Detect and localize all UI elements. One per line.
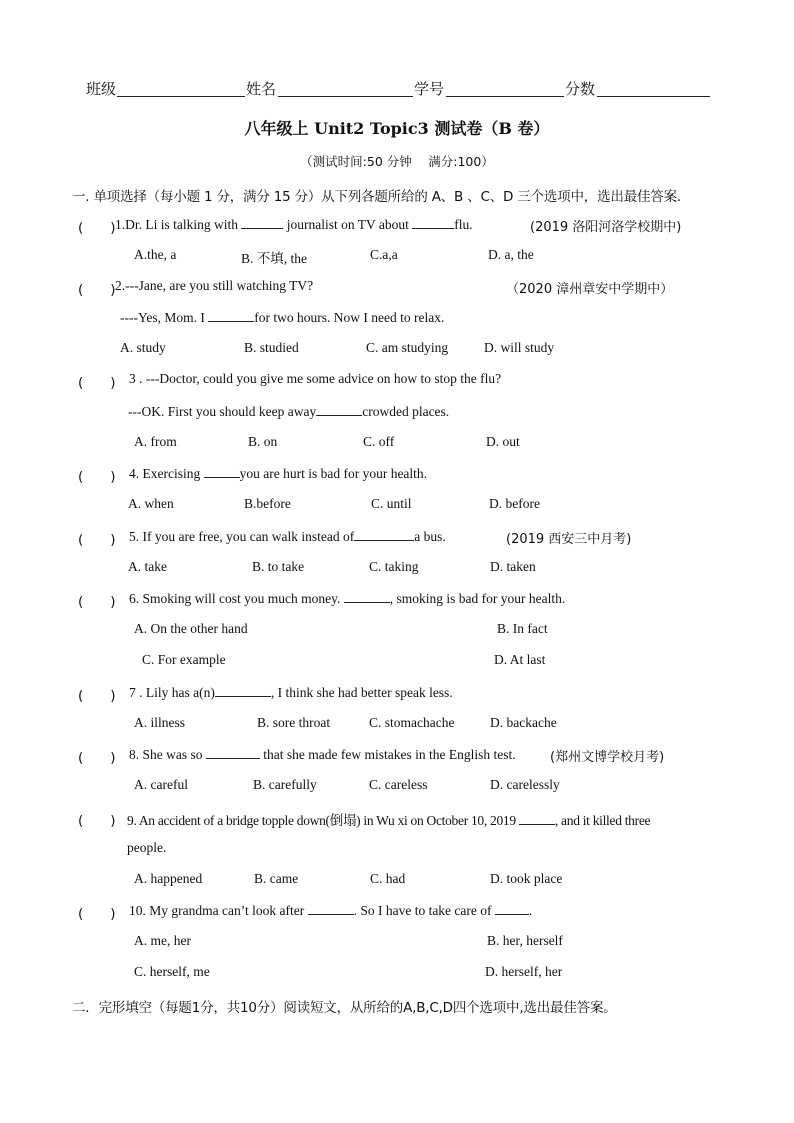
option-d[interactable]: D. will study bbox=[484, 340, 555, 355]
number-blank[interactable] bbox=[446, 96, 564, 97]
blank[interactable] bbox=[495, 902, 529, 915]
question-8-source: (郑州文博学校月考) bbox=[550, 750, 665, 765]
question-6: 6. Smoking will cost you much money. , smoking is bad for your health. bbox=[129, 591, 566, 606]
option-c[interactable]: C. herself, me bbox=[134, 964, 210, 979]
number-label: 学号 bbox=[414, 80, 445, 98]
answer-paren-3[interactable]: ( ) bbox=[78, 375, 116, 391]
blank[interactable] bbox=[206, 746, 260, 759]
option-b[interactable]: B. sore throat bbox=[257, 715, 331, 730]
page-title: 八年级上 Unit2 Topic3 测试卷（B 卷） bbox=[244, 119, 550, 138]
question-5: 5. If you are free, you can walk instead of a bus. bbox=[129, 529, 446, 544]
name-label: 姓名 bbox=[246, 80, 277, 98]
question-3: 3 . ---Doctor, could you give me some advice on how to stop the flu? bbox=[129, 371, 502, 386]
option-c[interactable]: C. until bbox=[371, 496, 412, 511]
exam-info: （测试时间:50 分钟 满分:100） bbox=[300, 154, 494, 169]
class-blank[interactable] bbox=[117, 96, 245, 97]
option-d[interactable]: D. backache bbox=[490, 715, 557, 730]
option-b[interactable]: B. on bbox=[248, 434, 278, 449]
name-blank[interactable] bbox=[278, 96, 413, 97]
question-4: 4. Exercising you are hurt is bad for your health. bbox=[129, 466, 428, 481]
option-a[interactable]: A. take bbox=[128, 559, 167, 574]
option-b[interactable]: B. carefully bbox=[253, 777, 317, 792]
blank[interactable] bbox=[354, 528, 414, 541]
blank[interactable] bbox=[316, 403, 362, 416]
option-c[interactable]: C. stomachache bbox=[369, 715, 455, 730]
option-a[interactable]: A. me, her bbox=[134, 933, 191, 948]
option-b[interactable]: B. studied bbox=[244, 340, 299, 355]
answer-paren-7[interactable]: ( ) bbox=[78, 688, 116, 704]
option-c[interactable]: C. careless bbox=[369, 777, 428, 792]
answer-paren-9[interactable]: ( ) bbox=[78, 813, 116, 829]
class-label: 班级 bbox=[86, 80, 117, 98]
blank[interactable] bbox=[208, 309, 254, 322]
option-c[interactable]: C. off bbox=[363, 434, 395, 449]
blank[interactable] bbox=[204, 465, 240, 478]
option-c[interactable]: C. taking bbox=[369, 559, 419, 574]
option-b[interactable]: B.before bbox=[244, 496, 291, 511]
question-8: 8. She was so that she made few mistakes in the English test. bbox=[129, 747, 516, 762]
option-b[interactable]: B. In fact bbox=[497, 621, 548, 636]
question-10: 10. My grandma can’t look after . So I have to take care of . bbox=[129, 903, 533, 918]
answer-paren-4[interactable]: ( ) bbox=[78, 469, 116, 485]
blank[interactable] bbox=[519, 812, 555, 825]
section-2-heading: 二．完形填空（每题1分，共10分）阅读短文，从所给的A,B,C,D四个选项中,选出最佳答案。 bbox=[72, 1000, 617, 1016]
question-1-source: (2019 洛阳河洛学校期中) bbox=[530, 220, 682, 235]
question-2-line-2: ----Yes, Mom. I for two hours. Now I need to relax. bbox=[120, 310, 445, 325]
option-d[interactable]: D. took place bbox=[490, 871, 563, 886]
answer-paren-2[interactable]: ( ) bbox=[78, 282, 116, 298]
option-b[interactable]: B. her, herself bbox=[487, 933, 563, 948]
option-d[interactable]: D. before bbox=[489, 496, 540, 511]
option-c[interactable]: C. For example bbox=[142, 652, 226, 667]
score-label: 分数 bbox=[565, 80, 596, 98]
blank[interactable] bbox=[412, 216, 454, 229]
option-c[interactable]: C. had bbox=[370, 871, 406, 886]
answer-paren-5[interactable]: ( ) bbox=[78, 532, 116, 548]
question-9: 9. An accident of a bridge topple down(倒塌) in Wu xi on October 10, 2019 , and it killed three bbox=[127, 813, 651, 828]
option-d[interactable]: D. carelessly bbox=[490, 777, 560, 792]
option-d[interactable]: D. out bbox=[486, 434, 520, 449]
blank[interactable] bbox=[215, 684, 271, 697]
option-a[interactable]: A. On the other hand bbox=[134, 621, 248, 636]
option-a[interactable]: A. happened bbox=[134, 871, 203, 886]
score-blank[interactable] bbox=[597, 96, 710, 97]
option-b[interactable]: B. 不填, the bbox=[241, 251, 307, 266]
option-c[interactable]: C. am studying bbox=[366, 340, 449, 355]
option-b[interactable]: B. came bbox=[254, 871, 299, 886]
question-5-source: (2019 西安三中月考) bbox=[506, 532, 632, 547]
answer-paren-6[interactable]: ( ) bbox=[78, 594, 116, 610]
question-7: 7 . Lily has a(n) , I think she had better speak less. bbox=[129, 685, 453, 700]
question-9-line-2: people. bbox=[127, 840, 167, 855]
option-b[interactable]: B. to take bbox=[252, 559, 305, 574]
answer-paren-8[interactable]: ( ) bbox=[78, 750, 116, 766]
student-info-row bbox=[86, 78, 726, 100]
question-2-source: （2020 漳州章安中学期中） bbox=[506, 282, 674, 297]
answer-paren-10[interactable]: ( ) bbox=[78, 906, 116, 922]
option-a[interactable]: A. illness bbox=[134, 715, 186, 730]
option-c[interactable]: C.a,a bbox=[370, 247, 398, 262]
blank[interactable] bbox=[241, 216, 283, 229]
option-a[interactable]: A.the, a bbox=[134, 247, 177, 262]
question-2: 2.---Jane, are you still watching TV? bbox=[115, 278, 314, 293]
question-1: 1.Dr. Li is talking with journalist on TV about flu. bbox=[115, 217, 473, 232]
blank[interactable] bbox=[344, 590, 390, 603]
option-d[interactable]: D. a, the bbox=[488, 247, 534, 262]
option-d[interactable]: D. At last bbox=[494, 652, 546, 667]
option-a[interactable]: A. when bbox=[128, 496, 174, 511]
blank[interactable] bbox=[308, 902, 354, 915]
option-a[interactable]: A. from bbox=[134, 434, 177, 449]
option-d[interactable]: D. herself, her bbox=[485, 964, 563, 979]
option-a[interactable]: A. study bbox=[120, 340, 166, 355]
option-a[interactable]: A. careful bbox=[134, 777, 188, 792]
question-3-line-2: ---OK. First you should keep away crowded places. bbox=[128, 404, 450, 419]
option-d[interactable]: D. taken bbox=[490, 559, 536, 574]
section-1-heading: 一. 单项选择（每小题 1 分，满分 15 分）从下列各题所给的 A、B 、C、D 三个选项中，选出最佳答案. bbox=[72, 189, 681, 205]
answer-paren-1[interactable]: ( ) bbox=[78, 220, 116, 236]
